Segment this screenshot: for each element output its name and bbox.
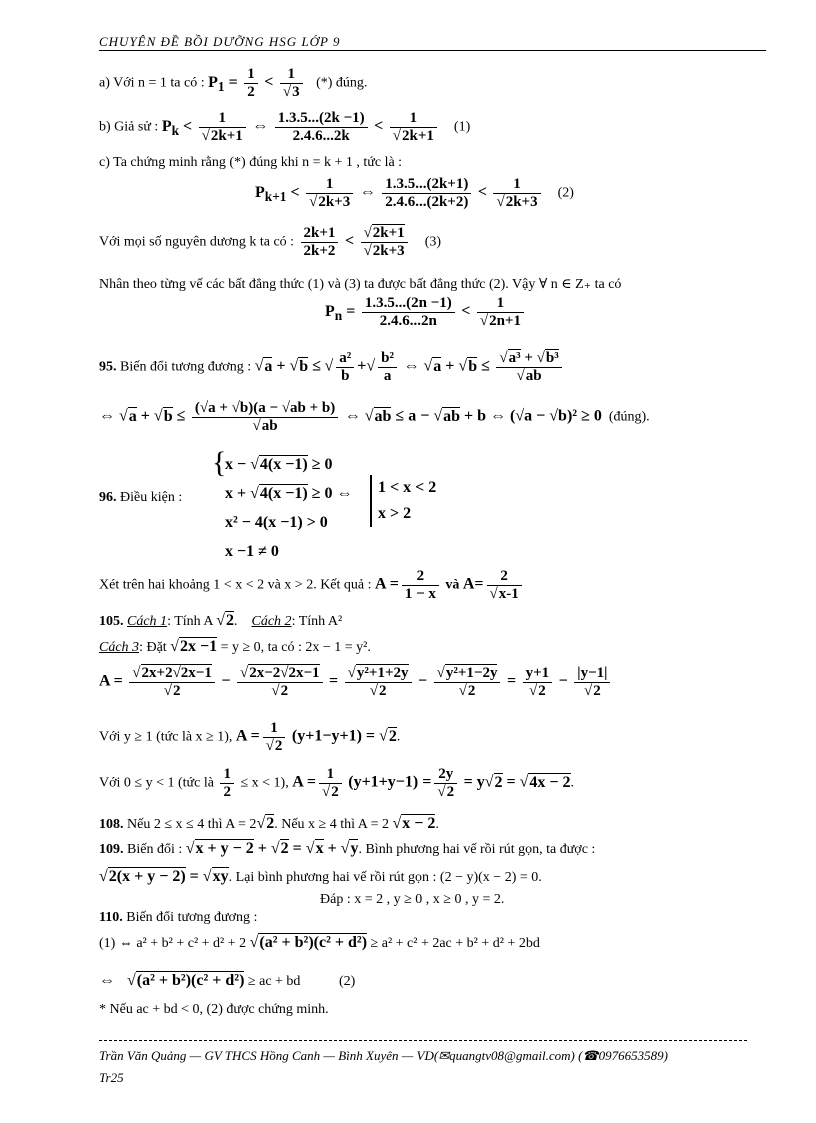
email-icon: ✉ [438, 1048, 450, 1063]
text: a) Với n = 1 ta có : [99, 75, 205, 91]
problem-105-c3: Cách 3: Đặt √2x −1 = y ≥ 0, ta có : 2x − 1 = y². [99, 638, 371, 655]
problem-105: 105. Cách 1: Tính A √2. Cách 2: Tính A² [99, 612, 343, 629]
line-d: Với mọi số nguyên dương k ta có : $\frac{2k+1}{2k+2}$ < $\frac{√2k+1}{√2k+3}$ (3) [99, 225, 442, 259]
line-e: Nhân theo từng vế các bất đẳng thức (1) và (3) ta được bất đẳng thức (2). Vậy ∀ n ∈ Z₊ ta có [99, 277, 622, 292]
problem-96-result: 1 < x < 2 x > 2 [370, 475, 436, 527]
problem-105-formula: A = $\frac{√2x+2√2x-1}{√2}$ − $\frac{√2x-2√2x-1}{√2}$ = $\frac{\text{√y²+1+2y}}{√2}$ − $\frac{\text{√y²+1−2y}}{√2}$ = $\frac{y+1}{√2}$ − $\frac{|y-1|}{√2}$ [99, 665, 613, 700]
line-xet: Xét trên hai khoảng 1 < x < 2 và x > 2. Kết quả : A = $\frac{2}{1 - x}$ và A= $\frac{2}{√x-1}$ [99, 568, 525, 603]
line-b: b) Giả sử : $P_k$ < $\frac{1}{√2k+1}$ ⇔ $\frac{1.3.5...(2k -1)}{2.4.6...2k}$ < $\frac{1}{√2k+1}$ (1) [99, 110, 471, 144]
line-c-formula: $P_{k+1}$ < $\frac{1}{√2k+3}$ ⇔ $\frac{1.3.5...(2k+1)}{2.4.6...(2k+2)}$ < $\frac{1}{√2k+3}$ (2) [255, 176, 574, 210]
line-c: c) Ta chứng minh rằng (*) đúng khi n = k + 1 , tức là : [99, 155, 403, 170]
page-number: Tr25 [99, 1070, 124, 1085]
problem-110-l2: ⇔ √(a² + b²)(c² + d²) ≥ ac + bd (2) [99, 972, 356, 989]
problem-96: 96. Điều kiện : [99, 490, 183, 505]
footer-email: quangtv08@gmail.com) [449, 1048, 575, 1063]
footer-divider [99, 1040, 747, 1041]
line-e-formula: $P_n$ = $\frac{1.3.5...(2n -1)}{2.4.6...2n}$ < $\frac{1}{√2n+1}$ [325, 295, 527, 330]
problem-95-cont: ⇔ √a + √b ≤ $\frac{(√a + √b)(a - √ab + b)}{√ab}$ ⇔ √ab ≤ a − √ab + b ⇔ (√a − √b)² ≥ 0 (đúng). [99, 400, 650, 434]
line-a: a) Với n = 1 ta có : $P_1$ = $\frac{1}{2}$ < $\frac{1}{√3}$ (*) đúng. [99, 66, 368, 100]
problem-95: 95. Biến đổi tương đương : √a + √b ≤ √ $\frac{\text{a²}}{b}$ +√ $\frac{\text{b²}}{a}$ ⇔ √a + √b ≤ $\frac{\text{√a³ + √b³}}{√ab}$ [99, 350, 565, 385]
problem-109: 109. Biến đổi : √x + y − 2 + √2 = √x + √y. Bình phương hai vế rồi rút gọn, ta được : [99, 840, 596, 857]
problem-110-l1: (1) ⇔ a² + b² + c² + d² + 2 √(a² + b²)(c² + d²) ≥ a² + c² + 2ac + b² + d² + 2bd [99, 934, 540, 951]
text: (*) đúng. [316, 75, 368, 91]
footer-author: Trần Văn Quảng — GV THCS Hồng Canh — Bình Xuyên — VD(✉quangtv08@gmail.com) (☎0976653589) [99, 1048, 668, 1063]
answer-109: Đáp : x = 2 , y ≥ 0 , x ≥ 0 , y = 2. [320, 892, 505, 907]
line-y1: Với y ≥ 1 (tức là x ≥ 1), A = $\frac{1}{√2}$ (y+1−y+1) = √2. [99, 720, 401, 754]
problem-108: 108. Nếu 2 ≤ x ≤ 4 thì A = 2√2. Nếu x ≥ 4 thì A = 2 √x − 2. [99, 815, 439, 832]
phone-icon: ☎ [582, 1048, 599, 1063]
line-y2: Với 0 ≤ y < 1 (tức là $\frac{1}{2}$ ≤ x < 1), A = $\frac{1}{√2}$ (y+1+y−1) = $\frac{2y}{√2}$ = y√2 = √4x − 2. [99, 766, 575, 800]
note: * Nếu ac + bd < 0, (2) được chứng minh. [99, 1002, 329, 1017]
problem-96-system: x − √4(x −1) ≥ 0 x + √4(x −1) ≥ 0 ⇔ x² − 4(x −1) > 0 x −1 ≠ 0 [225, 456, 353, 560]
problem-109-l2: √2(x + y − 2) = √xy. Lại bình phương hai vế rồi rút gọn : (2 − y)(x − 2) = 0. [99, 868, 542, 885]
footer-phone: 0976653589) [598, 1048, 668, 1063]
problem-110: 110. Biến đổi tương đương : [99, 910, 258, 925]
page-header: CHUYÊN ĐỀ BỒI DƯỠNG HSG LỚP 9 [99, 34, 766, 51]
brace: { [212, 446, 227, 479]
